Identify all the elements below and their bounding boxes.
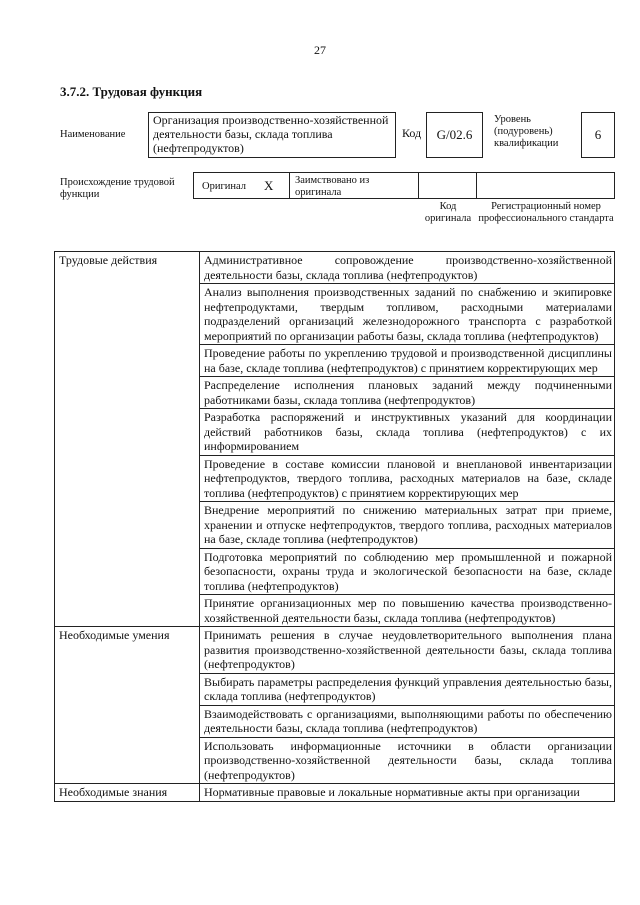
item-cell: Внедрение мероприятий по снижению материальных затрат при приеме, хранении и отпуске нефтепродуктов, твердого топлива, расходных материалов на базе, складе топлива (нефтепродуктов) — [200, 502, 615, 549]
item-cell: Анализ выполнения производственных заданий по снабжению и экипировке нефтепродуктами, твердым топливом, расходными материалами подразделений организаций железнодорожного транспорта с разработкой мероприятий по организации работы базы, склада топлива (нефтепродуктов) — [200, 284, 615, 345]
borrowed-label: Заимствовано из оригинала — [295, 175, 370, 198]
borrowed-cell — [290, 172, 419, 199]
name-value-box — [148, 112, 396, 158]
labor-function-table — [54, 251, 615, 802]
level-value: 6 — [581, 112, 615, 158]
reg-number-caption: Регистрационный номер профессионального стандарта — [478, 201, 614, 224]
original-code-cell — [419, 172, 477, 199]
level-label: Уровень (подуровень) квалификации — [494, 114, 559, 149]
item-cell: Проведение в составе комиссии плановой и внеплановой инвентаризации нефтепродуктов, твердого топлива, расходных материалов на базе, складе топлива (нефтепродуктов) с принятием корректирующих мер — [200, 455, 615, 502]
original-code-caption: Код оригинала — [424, 201, 472, 224]
name-value: Организация производственно-хозяйственной деятельности базы, склада топлива (нефтепродуктов) — [153, 113, 389, 155]
code-label: Код — [402, 126, 422, 140]
code-value: G/02.6 — [426, 112, 483, 158]
item-cell: Подготовка мероприятий по соблюдению мер промышленной и пожарной безопасности, охраны труда и экологической безопасности на базе, складе топлива (нефтепродуктов) — [200, 548, 615, 595]
item-cell: Взаимодействовать с организациями, выполняющими работы по обеспечению деятельности базы, склада топлива (нефтепродуктов) — [200, 705, 615, 737]
section-title: 3.7.2. Трудовая функция — [60, 84, 203, 99]
reg-number-cell — [477, 172, 615, 199]
category-cell: Трудовые действия — [55, 252, 200, 627]
table-row — [55, 784, 615, 802]
item-cell: Разработка распоряжений и инструктивных указаний для координации действий работников базы, склада топлива (нефтепродуктов) с их информированием — [200, 409, 615, 456]
item-cell: Нормативные правовые и локальные нормативные акты при организации — [200, 784, 615, 802]
item-cell: Проведение работы по укреплению трудовой и производственной дисциплины на базе, складе топлива (нефтепродуктов) с принятием корректирующих мер — [200, 345, 615, 377]
category-cell: Необходимые знания — [55, 784, 200, 802]
item-cell: Принятие организационных мер по повышению качества производственно-хозяйственной деятельности базы, склада топлива (нефтепродуктов) — [200, 595, 615, 627]
item-cell: Выбирать параметры распределения функций управления деятельностью базы, склада топлива (нефтепродуктов) — [200, 673, 615, 705]
item-cell: Распределение исполнения плановых заданий между подчиненными работниками базы, склада топлива (нефтепродуктов) — [200, 377, 615, 409]
category-cell: Необходимые умения — [55, 627, 200, 784]
name-label: Наименование — [60, 129, 126, 140]
page-number: 27 — [314, 43, 326, 57]
item-cell: Использовать информационные источники в области организации производственно-хозяйственной деятельности базы, склада топлива (нефтепродуктов) — [200, 737, 615, 784]
original-cell — [193, 172, 290, 199]
origin-label: Происхождение трудовой функции — [60, 177, 175, 200]
item-cell: Принимать решения в случае неудовлетворительного выполнения плана развития производственно-хозяйственной деятельности базы, склада топлива (нефтепродуктов) — [200, 627, 615, 674]
table-row — [55, 627, 615, 674]
original-mark: X — [264, 178, 274, 193]
original-label: Оригинал — [202, 181, 246, 192]
table-row — [55, 252, 615, 284]
item-cell: Административное сопровождение производственно-хозяйственной деятельности базы, склада топлива (нефтепродуктов) — [200, 252, 615, 284]
